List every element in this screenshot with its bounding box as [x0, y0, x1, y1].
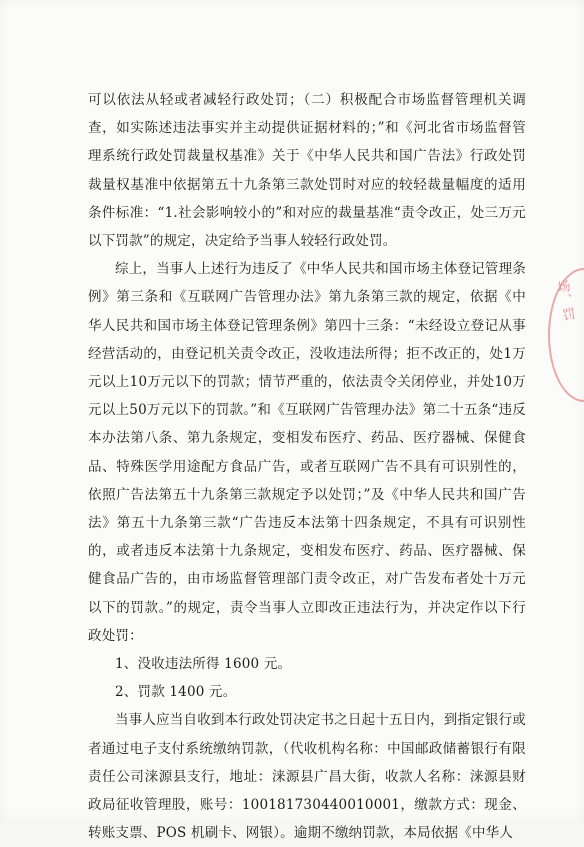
paragraph-penalty-basis: 可以依法从轻或者减轻行政处罚；（二）积极配合市场监督管理机关调查，如实陈述违法事实并主动提供证据材料的；”和《河北省市场监督管理系统行政处罚裁量权基准》关于《中华人民共和国广告法》行政处罚裁量权基准中依据第五十九条第三款处罚时对应的较轻裁量幅度的适用条件标准：“1.社会影响较小的”和对应的裁量基准“责令改正，处三万元以下罚款”的规定，决定给予当事人较轻行政处罚。 [88, 92, 526, 250]
penalty-item-confiscation: 1、没收违法所得 1600 元。 [115, 656, 292, 673]
penalty-item-fine: 2、罚款 1400 元。 [115, 684, 237, 701]
official-seal-stamp [548, 268, 584, 402]
paragraph-summary: 综上，当事人上述行为违反了《中华人民共和国市场主体登记管理条例》第三条和《互联网广告管理办法》第九条第三款的规定，依据《中华人民共和国市场主体登记管理条例》第四十三条：“未经设立登记从事经营活动的，由登记机关责令改正，没收违法所得；拒不改正的，处1万元以上10万元以下的罚款；情节严重的，依法责令关闭停业，并处10万元以上50万元以下的罚款。”和《互联网广告管理办法》第二十五条“违反本办法第八条、第九条规定，变相发布医疗、药品、医疗器械、保健食品、特殊医学用途配方食品广告，或者互联网广告不具有可识别性的，依照广告法第五十九条第三款规定予以处罚；”及《中华人民共和国广告法》第五十九条第三款“广告违反本法第十四条规定，不具有可识别性的，或者违反本法第十九条规定，变相发布医疗、药品、医疗器械、保健食品广告的，由市场监督管理部门责令改正，对广告发布者处十万元以下的罚款。”的规定，责令当事人立即改正违法行为，并决定作以下行政处罚： [88, 261, 526, 644]
document-body [88, 86, 526, 847]
seal-lettering: 场、罚 [553, 278, 576, 323]
paragraph-payment-instructions: 当事人应当自收到本行政处罚决定书之日起十五日内，到指定银行或者通过电子支付系统缴纳罚款，（代收机构名称：中国邮政储蓄银行有限责任公司涞源县支行，地址：涞源县广昌大街，收款人名称：涞源县财政局征收管理股，账号：100181730440010001，缴款方式：现金、转账支票、POS 机刷卡、网银）。逾期不缴纳罚款，本局依据《中华人 [88, 712, 526, 842]
